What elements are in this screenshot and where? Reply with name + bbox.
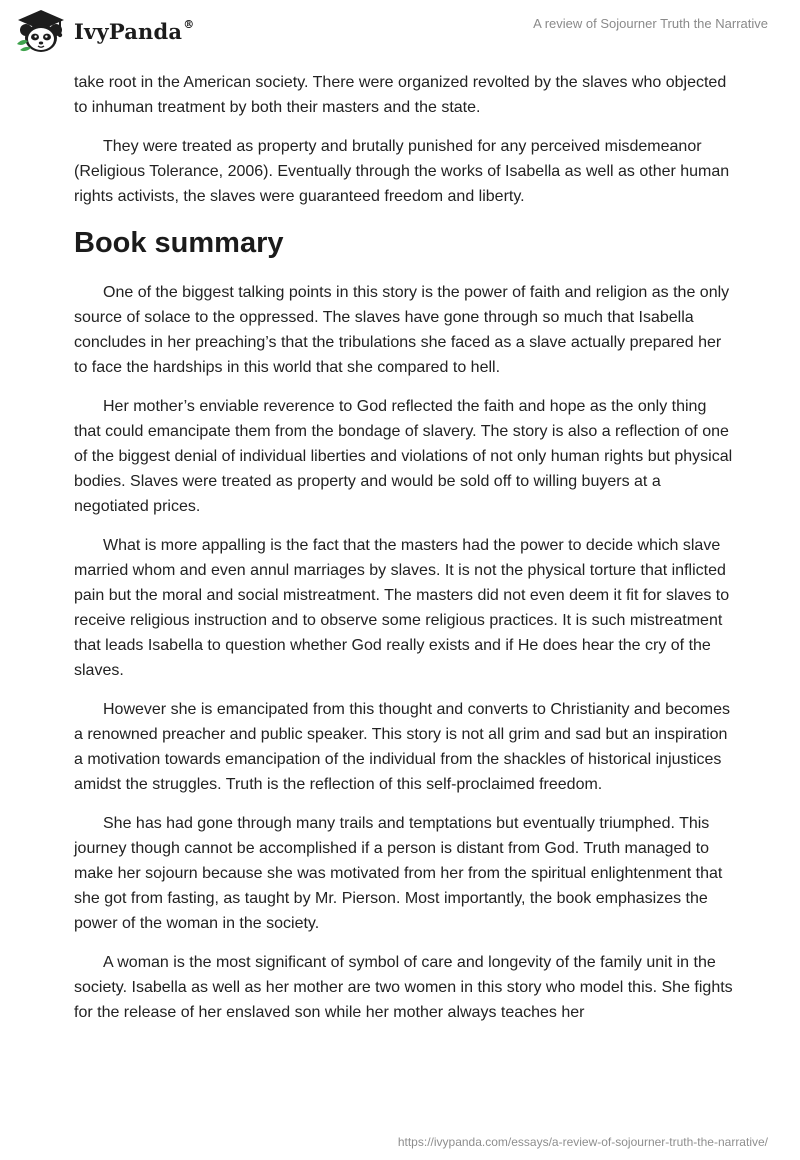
source-url[interactable]: https://ivypanda.com/essays/a-review-of-sojourner-truth-the-narrative/: [397, 1135, 768, 1149]
paragraph: She has had gone through many trails and temptations but eventually triumphed. This journey though cannot be accomplished if a person is distant from God. Truth managed to make her sojourn because she was motivated from her from the spiritual enlightenment that she got from fasting, as taught by Mr. Pierson. Most importantly, the book emphasizes the power of the woman in the society.: [74, 815, 723, 932]
paragraph: What is more appalling is the fact that the masters had the power to decide which slave married whom and even annul marriages by slaves. It is not the physical torture that inflicted pain but the moral and social mistreatment. The masters did not even deem it fit for slaves to receive religious instruction and to observe some religious practices. It is such mistreatment that leads Isabella to question whether God really exists and if He does hear the cry of the slaves.: [74, 537, 730, 679]
brand-logo[interactable]: [14, 8, 194, 54]
paragraph: A woman is the most significant of symbol of care and longevity of the family unit in the society. Isabella as well as her mother are two women in this story who model this. She fights for the release of her enslaved son while her mother always teaches her: [74, 954, 733, 1021]
section-heading: Book summary: [74, 227, 284, 259]
panda-graduate-icon: [14, 8, 68, 54]
page-header: [0, 0, 800, 70]
paragraph: Her mother’s enviable reverence to God reflected the faith and hope as the only thing that could emancipate them from the bondage of slavery. The story is also a reflection of one of the biggest denial of individual liberties and violations of not only human rights but physical bodies. Slaves were treated as property and would be sold off to willing buyers at a negotiated prices.: [74, 398, 733, 515]
paragraph: They were treated as property and brutally punished for any perceived misdemeanor (Religious Tolerance, 2006). Eventually through the works of Isabella as well as other human rights activists, the slaves were guaranteed freedom and liberty.: [74, 138, 730, 205]
essay-content: [74, 70, 734, 1039]
brand-name: IvyPanda®: [74, 17, 195, 44]
paragraph: take root in the American society. There were organized revolted by the slaves who objected to inhuman treatment by both their masters and the state.: [74, 74, 727, 116]
document-title: A review of Sojourner Truth the Narrative: [533, 16, 768, 31]
paragraph: One of the biggest talking points in this story is the power of faith and religion as the only source of solace to the oppressed. The slaves have gone through so much that Isabella concludes in her preaching’s that the tribulations she faced as a slave actually prepared her to face the hardships in this world that she compared to hell.: [74, 284, 730, 376]
paragraph: However she is emancipated from this thought and converts to Christianity and becomes a renowned preacher and public speaker. This story is not all grim and sad but an inspiration a motivation towards emancipation of the individual from the shackles of historical injustices amidst the struggles. Truth is the reflection of this self-proclaimed freedom.: [74, 701, 730, 793]
